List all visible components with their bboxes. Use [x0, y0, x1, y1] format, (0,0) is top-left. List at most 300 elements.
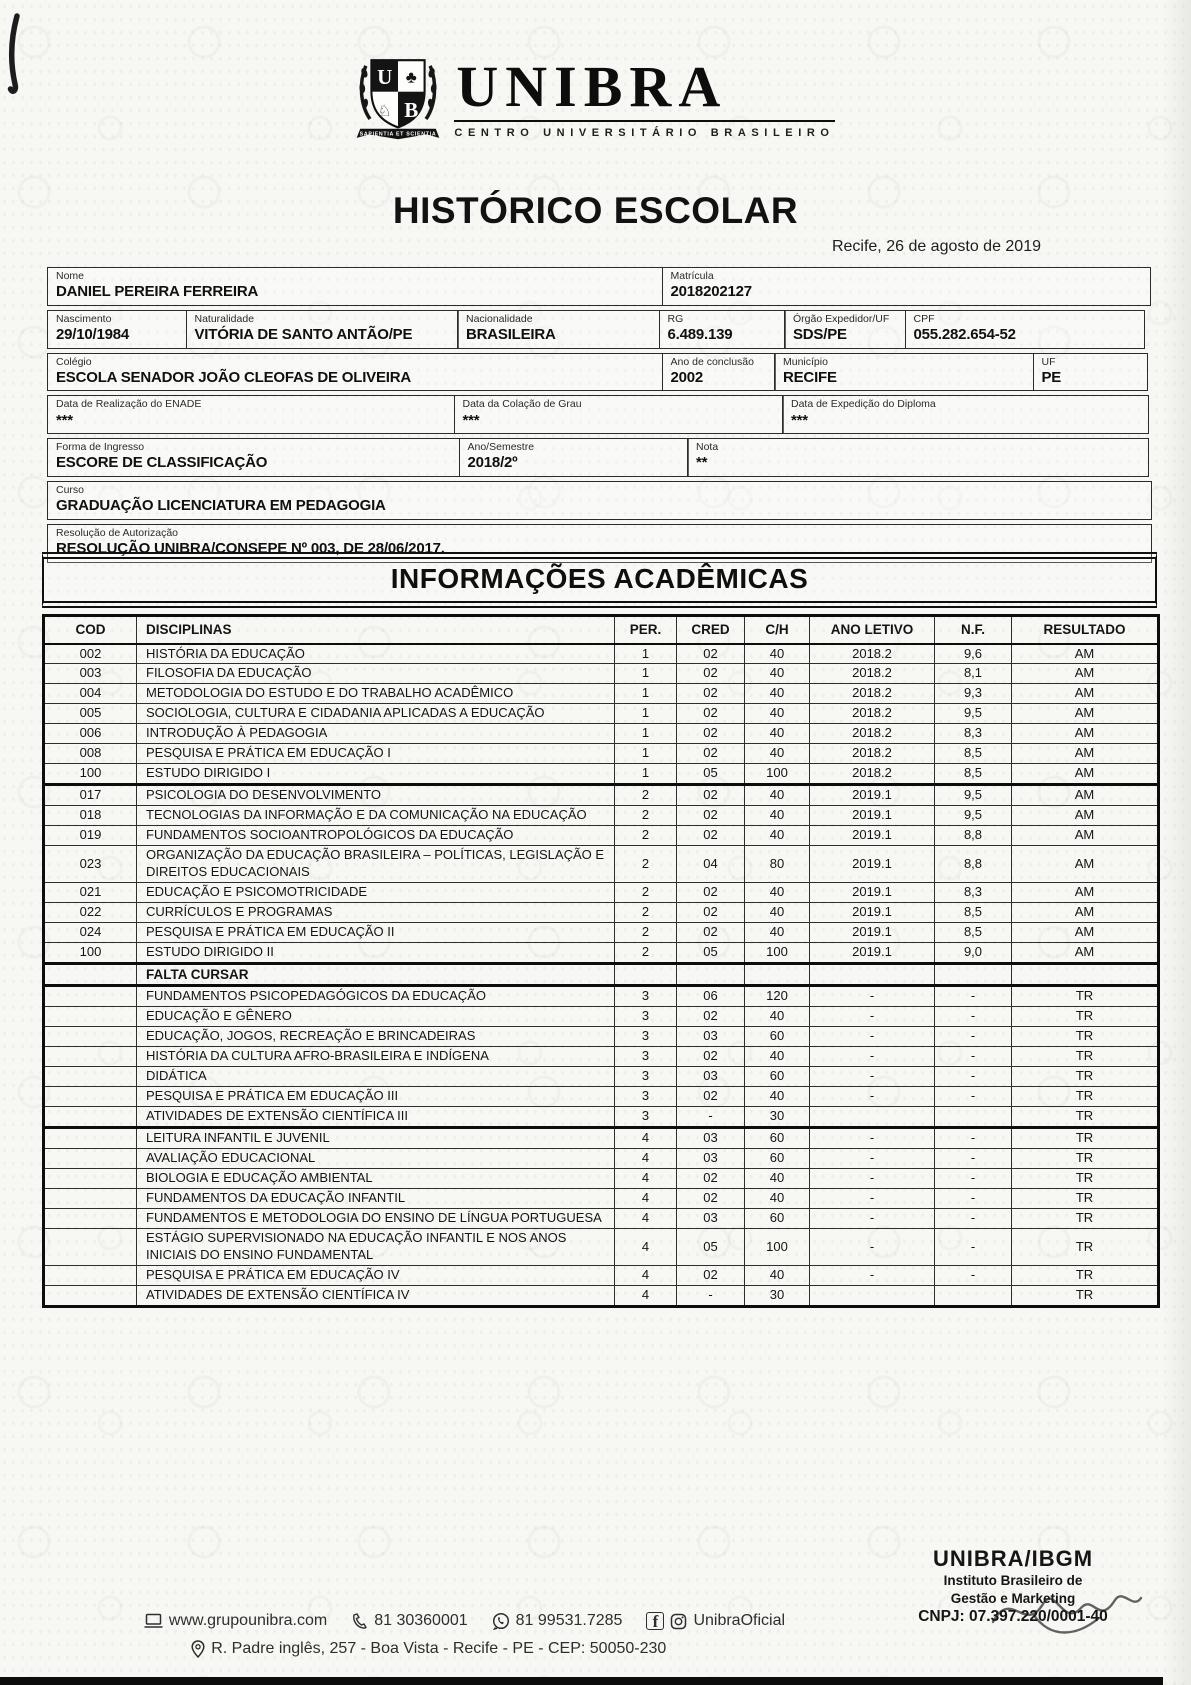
cell-periodo: 4: [615, 1229, 677, 1266]
cell-ano-letivo: 2019.1: [810, 923, 935, 943]
field-value: ESCOLA SENADOR JOÃO CLEOFAS DE OLIVEIRA: [56, 368, 412, 386]
cell-resultado: AM: [1012, 744, 1159, 764]
cell-cod: [44, 1128, 137, 1149]
table-row: [44, 704, 1159, 724]
cell-resultado: TR: [1012, 1007, 1159, 1027]
cell-creditos: 02: [677, 923, 745, 943]
cell-creditos: -: [677, 1285, 745, 1306]
cell-carga-horaria: 100: [745, 943, 810, 964]
cell-periodo: 2: [615, 923, 677, 943]
cell-nota-final: 9,5: [935, 785, 1012, 806]
cell-periodo: 2: [615, 826, 677, 846]
cell-ano-letivo: 2018.2: [810, 644, 935, 664]
cell-ano-letivo: 2018.2: [810, 744, 935, 764]
cell-carga-horaria: 60: [745, 1027, 810, 1047]
cell-creditos: 02: [677, 903, 745, 923]
cell-resultado: AM: [1012, 724, 1159, 744]
website-text: www.grupounibra.com: [168, 1612, 328, 1629]
cell-creditos: 05: [677, 764, 745, 785]
cell-cod: 017: [44, 785, 137, 806]
field-matricula: [662, 267, 1151, 306]
field-value: **: [696, 454, 708, 472]
cell-carga-horaria: 40: [745, 923, 810, 943]
cell-disciplina: ATIVIDADES DE EXTENSÃO CIENTÍFICA IV: [137, 1285, 615, 1306]
cell-creditos: 03: [677, 1209, 745, 1229]
field-value: ***: [462, 411, 480, 429]
cell-nota-final: 8,5: [935, 744, 1012, 764]
signature-scribble: [981, 1570, 1151, 1650]
cell-ano-letivo: 2019.1: [810, 846, 935, 883]
field-nascimento: [47, 310, 187, 349]
field-value: PE: [1041, 368, 1062, 386]
cell-resultado: TR: [1012, 1107, 1159, 1128]
cell-periodo: 3: [615, 1107, 677, 1128]
address-line: [0, 1640, 858, 1658]
cell-ano-letivo: 2018.2: [810, 704, 935, 724]
field-label: UF: [1041, 355, 1056, 368]
table-row: [44, 1047, 1159, 1067]
cell-periodo: 3: [615, 1087, 677, 1107]
cell-resultado: AM: [1012, 684, 1159, 704]
cell-carga-horaria: 40: [745, 644, 810, 664]
cell-carga-horaria: 40: [745, 664, 810, 684]
location-pin-icon: [191, 1640, 205, 1658]
cell-periodo: 4: [615, 1265, 677, 1285]
cell-cod: [44, 1189, 137, 1209]
facebook-icon: f: [646, 1612, 664, 1630]
fleur-de-lis-icon: ♣: [406, 67, 418, 87]
cell-ano-letivo: -: [810, 1027, 935, 1047]
cell-ano-letivo: -: [810, 1007, 935, 1027]
cell-cod: 006: [44, 724, 137, 744]
document-title: HISTÓRICO ESCOLAR: [392, 190, 799, 231]
cell-creditos: 02: [677, 785, 745, 806]
table-row: [44, 923, 1159, 943]
cell-nota-final: 8,1: [935, 664, 1012, 684]
grades-table: [42, 614, 1160, 1308]
cell-nota-final: -: [935, 1209, 1012, 1229]
table-row: [44, 724, 1159, 744]
field-label: Colégio: [56, 355, 92, 368]
cell-cod: [44, 1007, 137, 1027]
cell-cod: 018: [44, 806, 137, 826]
motto-text: SAPIENTIA ET SCIENTIA: [360, 131, 437, 138]
cell-periodo: 3: [615, 1067, 677, 1087]
cell-ano-letivo: 2019.1: [810, 806, 935, 826]
student-info-grid: [47, 267, 1152, 567]
cell-ano-letivo: 2018.2: [810, 724, 935, 744]
cell-creditos: 03: [677, 1149, 745, 1169]
info-row-4: [47, 395, 1152, 434]
cell-resultado: TR: [1012, 1067, 1159, 1087]
cell-creditos: 02: [677, 684, 745, 704]
website-item: [144, 1612, 327, 1630]
cell-resultado: AM: [1012, 664, 1159, 684]
table-row: [44, 826, 1159, 846]
table-row: [44, 903, 1159, 923]
cell-creditos: 02: [677, 704, 745, 724]
table-row: [44, 1107, 1159, 1128]
cell-ano-letivo: 2019.1: [810, 903, 935, 923]
cell-ano-letivo: -: [810, 1169, 935, 1189]
cell-resultado: AM: [1012, 883, 1159, 903]
field-municipio: [774, 353, 1034, 392]
cell-cod: [44, 1169, 137, 1189]
field-ano-conclusao: [662, 353, 776, 392]
table-row: [44, 1149, 1159, 1169]
cell-cod: 024: [44, 923, 137, 943]
cell-periodo: 1: [615, 684, 677, 704]
field-nota: [687, 438, 1149, 477]
cell-ano-letivo: -: [810, 1209, 935, 1229]
cell-cod: [44, 1149, 137, 1169]
cell-nota-final: 8,8: [935, 846, 1012, 883]
cell-nota-final: -: [935, 1189, 1012, 1209]
cell-ano-letivo: -: [810, 1229, 935, 1266]
field-diploma: [782, 395, 1149, 434]
cell-carga-horaria: 40: [745, 826, 810, 846]
cell-creditos: 05: [677, 943, 745, 964]
cell-periodo: 4: [615, 1189, 677, 1209]
cell-carga-horaria: 60: [745, 1128, 810, 1149]
cell-resultado: TR: [1012, 1149, 1159, 1169]
cell-ano-letivo: 2019.1: [810, 883, 935, 903]
cell-disciplina: LEITURA INFANTIL E JUVENIL: [137, 1128, 615, 1149]
field-value: VITÓRIA DE SANTO ANTÃO/PE: [194, 325, 413, 343]
cell-creditos: 06: [677, 986, 745, 1007]
cell-cod: 022: [44, 903, 137, 923]
social-item: [646, 1612, 785, 1630]
table-row: [44, 1128, 1159, 1149]
cell-ano-letivo: -: [810, 1265, 935, 1285]
cell-nota-final: 9,5: [935, 806, 1012, 826]
address-text: R. Padre inglês, 257 - Boa Vista - Recife - PE - CEP: 50050-230: [211, 1640, 667, 1657]
cell-resultado: TR: [1012, 1128, 1159, 1149]
cell-nota-final: [935, 1107, 1012, 1128]
issue-date: Recife, 26 de agosto de 2019: [831, 238, 1041, 255]
stamp-line: Gestão e Marketing: [950, 1590, 1076, 1606]
cell-cod: [44, 1087, 137, 1107]
field-enade: [47, 395, 455, 434]
field-ano-semestre: [459, 438, 689, 477]
cell-nota-final: -: [935, 1265, 1012, 1285]
cell-resultado: TR: [1012, 1229, 1159, 1266]
cell-cod: [44, 986, 137, 1007]
cell-carga-horaria: 40: [745, 806, 810, 826]
cell-ano-letivo: [810, 1107, 935, 1128]
field-label: Nacionalidade: [466, 312, 533, 325]
table-row: [44, 1169, 1159, 1189]
field-label: Resolução de Autorização: [56, 526, 178, 539]
phone-item: [351, 1612, 467, 1630]
cell-resultado: TR: [1012, 1209, 1159, 1229]
cell-disciplina: PESQUISA E PRÁTICA EM EDUCAÇÃO II: [137, 923, 615, 943]
cell-nota-final: -: [935, 1149, 1012, 1169]
field-orgao-expedidor: [784, 310, 906, 349]
cell-ano-letivo: 2018.2: [810, 664, 935, 684]
field-label: Matrícula: [670, 270, 714, 282]
field-label: Órgão Expedidor/UF: [793, 312, 890, 325]
field-cpf: [905, 310, 1145, 349]
cell-disciplina: FILOSOFIA DA EDUCAÇÃO: [137, 664, 615, 684]
logo: [0, 50, 1191, 146]
field-label: Forma de Ingresso: [56, 441, 145, 454]
table-row: [44, 1087, 1159, 1107]
cell-resultado: AM: [1012, 826, 1159, 846]
field-label: Naturalidade: [194, 312, 255, 325]
header-ano-letivo: ANO LETIVO: [810, 616, 935, 644]
cell-resultado: TR: [1012, 1285, 1159, 1306]
cell-cod: 019: [44, 826, 137, 846]
cell-carga-horaria: 100: [745, 1229, 810, 1266]
cell-disciplina: HISTÓRIA DA EDUCAÇÃO: [137, 644, 615, 664]
field-label: Data de Realização do ENADE: [56, 398, 202, 411]
table-row: [44, 1027, 1159, 1047]
field-value: 6.489.139: [667, 325, 733, 343]
cell-creditos: [677, 963, 745, 986]
header-cod: COD: [44, 616, 137, 644]
field-value: 2018202127: [670, 283, 752, 301]
cell-creditos: 04: [677, 846, 745, 883]
field-value: RESOLUÇÃO UNIBRA/CONSEPE Nº 003, DE 28/06/2017.: [56, 539, 445, 557]
cell-resultado: AM: [1012, 785, 1159, 806]
cell-nota-final: 9,0: [935, 943, 1012, 964]
cell-periodo: 4: [615, 1209, 677, 1229]
info-row-1: [47, 267, 1152, 306]
cell-carga-horaria: 80: [745, 846, 810, 883]
cell-periodo: 3: [615, 986, 677, 1007]
cell-resultado: AM: [1012, 846, 1159, 883]
field-colacao: [454, 395, 784, 434]
cell-cod: 021: [44, 883, 137, 903]
field-value: ESCORE DE CLASSIFICAÇÃO: [56, 454, 268, 472]
cell-disciplina: ESTUDO DIRIGIDO II: [137, 943, 615, 964]
table-row: [44, 943, 1159, 964]
cell-nota-final: 8,3: [935, 883, 1012, 903]
contact-bar: [0, 1612, 929, 1630]
cell-carga-horaria: 120: [745, 986, 810, 1007]
cell-periodo: 2: [615, 846, 677, 883]
cell-periodo: 2: [615, 806, 677, 826]
whatsapp-icon: [492, 1612, 510, 1630]
table-row: [44, 1189, 1159, 1209]
brand-subtitle: CENTRO UNIVERSITÁRIO BRASILEIRO: [454, 126, 835, 139]
cell-ano-letivo: -: [810, 986, 935, 1007]
cell-creditos: 02: [677, 1265, 745, 1285]
field-label: CPF: [913, 312, 935, 325]
cell-resultado: TR: [1012, 1027, 1159, 1047]
cell-creditos: 02: [677, 1047, 745, 1067]
cell-nota-final: -: [935, 1007, 1012, 1027]
cell-periodo: 1: [615, 764, 677, 785]
cell-disciplina: FUNDAMENTOS SOCIOANTROPOLÓGICOS DA EDUCAÇÃO: [137, 826, 615, 846]
cell-disciplina: DIDÁTICA: [137, 1067, 615, 1087]
field-value: 055.282.654-52: [913, 325, 1016, 343]
cell-creditos: 02: [677, 1007, 745, 1027]
cell-carga-horaria: 30: [745, 1285, 810, 1306]
cell-disciplina: INTRODUÇÃO À PEDAGOGIA: [137, 724, 615, 744]
table-row: [44, 1067, 1159, 1087]
cell-disciplina: EDUCAÇÃO E GÊNERO: [137, 1007, 615, 1027]
cell-disciplina: METODOLOGIA DO ESTUDO E DO TRABALHO ACADÊMICO: [137, 684, 615, 704]
table-row: [44, 684, 1159, 704]
field-value: ***: [56, 411, 73, 429]
info-row-3: [47, 353, 1152, 392]
field-label: Ano/Semestre: [467, 441, 535, 454]
cell-resultado: AM: [1012, 943, 1159, 964]
field-label: Ano de conclusão: [670, 355, 754, 368]
cell-ano-letivo: -: [810, 1189, 935, 1209]
cell-disciplina: ATIVIDADES DE EXTENSÃO CIENTÍFICA III: [137, 1107, 615, 1128]
cell-cod: 008: [44, 744, 137, 764]
cell-ano-letivo: -: [810, 1128, 935, 1149]
cell-creditos: 02: [677, 806, 745, 826]
field-uf: [1033, 353, 1148, 392]
university-crest-icon: [356, 50, 440, 146]
cell-cod: 005: [44, 704, 137, 724]
field-nome: [47, 267, 663, 306]
header-resultado: RESULTADO: [1012, 616, 1159, 644]
cell-cod: [44, 1209, 137, 1229]
cell-disciplina: CURRÍCULOS E PROGRAMAS: [137, 903, 615, 923]
grades-table-body: [44, 616, 1159, 1307]
field-nacionalidade: [457, 310, 660, 349]
section-title: INFORMAÇÕES ACADÊMICAS: [390, 563, 809, 594]
cell-ano-letivo: -: [810, 1047, 935, 1067]
table-row: [44, 986, 1159, 1007]
field-label: Curso: [56, 484, 85, 497]
cell-disciplina: BIOLOGIA E EDUCAÇÃO AMBIENTAL: [137, 1169, 615, 1189]
cell-creditos: 02: [677, 826, 745, 846]
cell-disciplina: PSICOLOGIA DO DESENVOLVIMENTO: [137, 785, 615, 806]
cell-carga-horaria: 40: [745, 785, 810, 806]
field-value: 29/10/1984: [56, 325, 130, 343]
field-value: ***: [791, 411, 808, 429]
cell-periodo: 4: [615, 1128, 677, 1149]
cell-carga-horaria: 40: [745, 883, 810, 903]
cell-periodo: [615, 963, 677, 986]
cell-resultado: TR: [1012, 986, 1159, 1007]
table-row: [44, 764, 1159, 785]
cell-creditos: 05: [677, 1229, 745, 1266]
table-row: [44, 744, 1159, 764]
field-label: Data da Colação de Grau: [462, 398, 582, 411]
cell-periodo: 4: [615, 1285, 677, 1306]
cell-carga-horaria: [745, 963, 810, 986]
cell-nota-final: -: [935, 1027, 1012, 1047]
cell-nota-final: 9,3: [935, 684, 1012, 704]
academic-info-banner: [42, 552, 1157, 608]
cell-periodo: 2: [615, 943, 677, 964]
cell-periodo: 2: [615, 785, 677, 806]
cell-nota-final: -: [935, 1087, 1012, 1107]
field-label: Nascimento: [56, 312, 112, 325]
cell-periodo: 2: [615, 903, 677, 923]
table-row: [44, 963, 1159, 986]
brand-name: UNIBRA: [454, 58, 834, 122]
cell-nota-final: [935, 1285, 1012, 1306]
cell-cod: [44, 1265, 137, 1285]
stamp-name: UNIBRA/IBGM: [932, 1546, 1094, 1571]
header-periodo: PER.: [615, 616, 677, 644]
cell-cod: [44, 1107, 137, 1128]
cell-ano-letivo: -: [810, 1067, 935, 1087]
social-text: UnibraOficial: [693, 1612, 786, 1629]
cell-carga-horaria: 40: [745, 724, 810, 744]
cell-nota-final: 9,5: [935, 704, 1012, 724]
cell-ano-letivo: 2018.2: [810, 684, 935, 704]
cell-cod: [44, 1047, 137, 1067]
cell-creditos: 02: [677, 644, 745, 664]
cell-cod: [44, 1285, 137, 1306]
field-curso: [47, 481, 1152, 520]
cell-creditos: 02: [677, 744, 745, 764]
table-header-row: [44, 616, 1159, 644]
cell-carga-horaria: 40: [745, 1007, 810, 1027]
cell-disciplina: ORGANIZAÇÃO DA EDUCAÇÃO BRASILEIRA – POLÍTICAS, LEGISLAÇÃO E DIREITOS EDUCACIONAIS: [137, 846, 615, 883]
cell-resultado: TR: [1012, 1265, 1159, 1285]
field-value: RECIFE: [783, 368, 837, 386]
cell-disciplina: FALTA CURSAR: [137, 963, 615, 986]
table-row: [44, 785, 1159, 806]
whatsapp-text: 81 99531.7285: [515, 1612, 623, 1629]
cell-carga-horaria: 60: [745, 1149, 810, 1169]
heraldic-figure-icon: ♘: [378, 103, 393, 121]
cell-resultado: TR: [1012, 1047, 1159, 1067]
cell-creditos: 02: [677, 1189, 745, 1209]
field-colegio: [47, 353, 663, 392]
cell-ano-letivo: 2019.1: [810, 826, 935, 846]
cell-resultado: AM: [1012, 923, 1159, 943]
table-row: [44, 1007, 1159, 1027]
cell-carga-horaria: 40: [745, 704, 810, 724]
cell-disciplina: FUNDAMENTOS DA EDUCAÇÃO INFANTIL: [137, 1189, 615, 1209]
cell-disciplina: ESTÁGIO SUPERVISIONADO NA EDUCAÇÃO INFANTIL E NOS ANOS INICIAIS DO ENSINO FUNDAMENTAL: [137, 1229, 615, 1266]
cell-disciplina: AVALIAÇÃO EDUCACIONAL: [137, 1149, 615, 1169]
field-value: DANIEL PEREIRA FERREIRA: [56, 283, 259, 301]
cell-carga-horaria: 40: [745, 1047, 810, 1067]
cell-resultado: AM: [1012, 644, 1159, 664]
cell-cod: 003: [44, 664, 137, 684]
cell-nota-final: -: [935, 986, 1012, 1007]
cell-disciplina: EDUCAÇÃO, JOGOS, RECREAÇÃO E BRINCADEIRAS: [137, 1027, 615, 1047]
stamp-line: Instituto Brasileiro de: [943, 1573, 1083, 1588]
cell-nota-final: -: [935, 1067, 1012, 1087]
cell-carga-horaria: 40: [745, 744, 810, 764]
cell-disciplina: PESQUISA E PRÁTICA EM EDUCAÇÃO III: [137, 1087, 615, 1107]
field-label: Município: [783, 355, 828, 368]
cell-disciplina: HISTÓRIA DA CULTURA AFRO-BRASILEIRA E INDÍGENA: [137, 1047, 615, 1067]
instagram-icon: [670, 1613, 687, 1630]
cell-disciplina: ESTUDO DIRIGIDO I: [137, 764, 615, 785]
cell-disciplina: SOCIOLOGIA, CULTURA E CIDADANIA APLICADAS A EDUCAÇÃO: [137, 704, 615, 724]
table-row: [44, 1209, 1159, 1229]
cell-disciplina: EDUCAÇÃO E PSICOMOTRICIDADE: [137, 883, 615, 903]
phone-text: 81 30360001: [374, 1612, 468, 1629]
cell-carga-horaria: 60: [745, 1067, 810, 1087]
cell-carga-horaria: 40: [745, 1087, 810, 1107]
cell-disciplina: FUNDAMENTOS E METODOLOGIA DO ENSINO DE LÍNGUA PORTUGUESA: [137, 1209, 615, 1229]
cell-carga-horaria: 40: [745, 1265, 810, 1285]
table-row: [44, 1229, 1159, 1266]
cell-creditos: 03: [677, 1067, 745, 1087]
phone-icon: [351, 1613, 368, 1630]
field-label: Data de Expedição do Diploma: [791, 398, 936, 411]
cell-cod: [44, 963, 137, 986]
cell-cod: 023: [44, 846, 137, 883]
header-disciplinas: DISCIPLINAS: [137, 616, 615, 644]
whatsapp-item: [492, 1612, 623, 1630]
